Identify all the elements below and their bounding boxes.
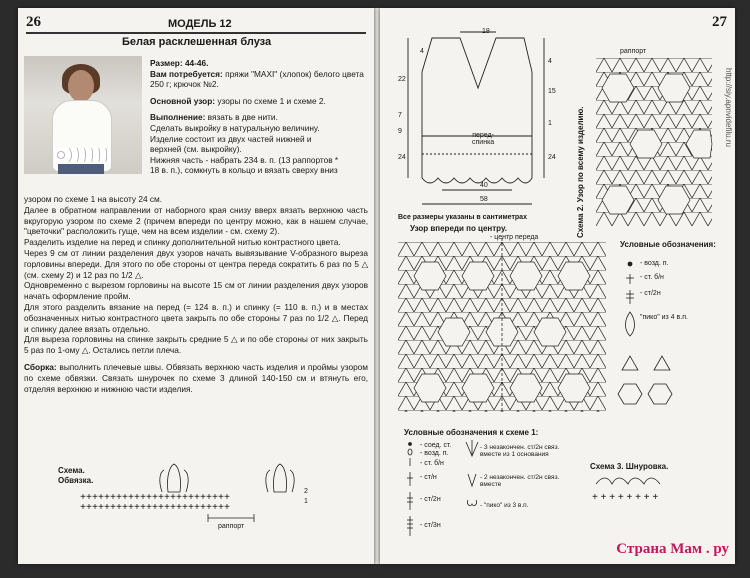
need-label: Вам потребуется: xyxy=(150,68,223,79)
model-label: МОДЕЛЬ 12 xyxy=(168,18,232,30)
legend1-item: - 2 незакончен. ст/2н связ. вместе xyxy=(480,474,560,488)
legend-item: - возд. п. xyxy=(640,260,669,267)
scheme-sub-label: Обвязка. xyxy=(58,476,94,485)
dim-label: 15 xyxy=(548,88,556,95)
legend1-title: Условные обозначения к схеме 1: xyxy=(404,428,539,437)
model-photo xyxy=(24,56,142,174)
pattern-label: Основной узор: xyxy=(150,95,216,106)
edging-diagram xyxy=(58,456,348,536)
exec-line: 18 в. п.), сомкнуть в кольцо и вязать сверху вниз xyxy=(150,165,338,176)
scheme-label: Схема. xyxy=(58,466,85,475)
rapport-label: раппорт xyxy=(620,48,647,55)
legend1-item: - 3 незакончен. ст/2н связ. вместе из 1 основания xyxy=(480,444,560,458)
dim-label: 24 xyxy=(398,154,406,161)
left-page xyxy=(18,8,374,564)
center-front-label: - центр переда xyxy=(490,234,539,241)
dim-label: 4 xyxy=(420,48,424,55)
legend-item: - ст. б/н xyxy=(640,274,664,281)
right-page xyxy=(380,8,735,564)
row-number: 2 xyxy=(304,488,308,495)
piece-label: перед- спинка xyxy=(472,132,495,146)
paragraph: Разделить изделие на перед и спинку дополнительной нитью контрастного цвета. xyxy=(24,237,341,248)
front-pattern-title: Узор впереди по центру. xyxy=(410,224,507,233)
svg-text:+ + + + + + + +: + + + + + + + + xyxy=(592,492,659,503)
legend1-item: - ст/2н xyxy=(420,496,441,503)
svg-text:+++++++++++++++++++++++++: +++++++++++++++++++++++++ xyxy=(80,493,231,504)
paragraph: Для этого разделить вязание на перед (= 124 в. п.) и спинку (= 110 в. п.) и в местах обозначенных нитью контрастного цвета закрыть по обе стороны 7 раз по 1/2 △. Перед и спинку далее вязать отдельно. xyxy=(24,301,368,334)
scheme3-lacing xyxy=(592,476,702,506)
assembly-label: Сборка: xyxy=(24,361,57,372)
front-pattern-grid xyxy=(398,242,606,412)
exec-text: вязать в две нити. xyxy=(207,112,278,123)
page-number-right: 27 xyxy=(712,14,727,30)
exec-label: Выполнение: xyxy=(150,112,206,123)
model-title: Белая расклешенная блуза xyxy=(122,36,272,48)
site-url: http://siy.apnvidefilu.ru xyxy=(724,68,733,148)
legend-item: - ст/2н xyxy=(640,290,661,297)
need-text: пряжи "MAXI" (хлопок) белого цвета 250 г; крючок №2. xyxy=(150,68,364,90)
legend1-item: - возд. п. xyxy=(420,450,449,457)
legend1-symbols xyxy=(400,440,490,540)
legend-title: Условные обозначения: xyxy=(620,240,716,249)
scheme2-title: Схема 2. Узор по всему изделию. xyxy=(576,106,585,238)
paragraph: Далее в обратном направлении от наборного края снизу вверх вязать верхнюю часть вкругорую узором по схеме 2 (причем впереди по центру можно, как в нашем случае, "цветочки" расположить гуще, чем на всем изделии - см. схему 2). xyxy=(24,204,368,237)
size-line: Размер: 44-46. xyxy=(150,58,209,68)
legend1-item: - соед. ст. xyxy=(420,442,452,449)
dim-label: 24 xyxy=(548,154,556,161)
legend-item: "пико" из 4 в.п. xyxy=(640,314,688,321)
dim-label: 1 xyxy=(548,120,552,127)
dim-label: 40 xyxy=(480,182,488,189)
dims-note: Все размеры указаны в сантиметрах xyxy=(398,214,527,221)
legend1-item: - ст/н xyxy=(420,474,437,481)
rapport-label: раппорт xyxy=(218,523,245,530)
legend1-item: - "пико" из 3 в.п. xyxy=(480,502,529,509)
paragraph: узором по схеме 1 на высоту 24 см. xyxy=(24,194,163,204)
pattern-text: узоры по схеме 1 и схеме 2. xyxy=(217,95,326,106)
legend-symbols xyxy=(618,258,688,418)
paragraph: Одновременно с вырезом горловины на высоте 15 см от линии разделения двух узоров начать оформление пройм. xyxy=(24,280,368,302)
dim-label: 22 xyxy=(398,76,406,83)
watermark: Страна Мам . ру xyxy=(616,541,729,557)
page-number-left: 26 xyxy=(26,14,41,30)
legend1-item: - ст. б/н xyxy=(420,460,444,467)
paragraph: Для выреза горловины на спинке закрыть средние 5 △ и по обе стороны от них закрыть 5 раз по 1-ому △. Остались петли плеча. xyxy=(24,334,368,356)
svg-text:+++++++++++++++++++++++++: +++++++++++++++++++++++++ xyxy=(80,503,231,514)
dim-label: 18 xyxy=(482,28,490,35)
assembly-text: выполнить плечевые швы. Обвязать верхнюю часть изделия и проймы узором по схеме обвязки. Связать шнурочек по схеме 3 длиной 140-150 см и втянуть его, отделяя верхнюю и нижнюю части изделия. xyxy=(24,361,369,394)
scheme2-grid xyxy=(596,58,712,226)
exec-line: Нижняя часть - набрать 234 в. п. (13 раппортов * xyxy=(150,154,339,165)
scheme3-title: Схема 3. Шнуровка. xyxy=(590,462,669,471)
instructions-body xyxy=(24,194,368,394)
dim-label: 9 xyxy=(398,128,402,135)
dim-label: 7 xyxy=(398,112,402,119)
legend1-item: - ст/3н xyxy=(420,522,441,529)
exec-line: верхней (см. выкройку). xyxy=(150,144,242,155)
paragraph: Через 9 см от линии разделения двух узоров начать вывязывание V-образного выреза горловины впереди. Для этого по обе стороны от центра переда сократить 6 раз по 5 △ (см. схему 2) и 12 раз по 1/2 △. xyxy=(24,247,368,280)
dim-label: 58 xyxy=(480,196,488,203)
dim-label: 4 xyxy=(548,58,552,65)
row-number: 1 xyxy=(304,498,308,505)
exec-line: Сделать выкройку в натуральную величину. xyxy=(150,122,320,133)
garment-schematic xyxy=(402,28,552,218)
exec-line: Изделие состоит из двух частей нижней и xyxy=(150,133,312,144)
header-rule xyxy=(26,32,366,34)
